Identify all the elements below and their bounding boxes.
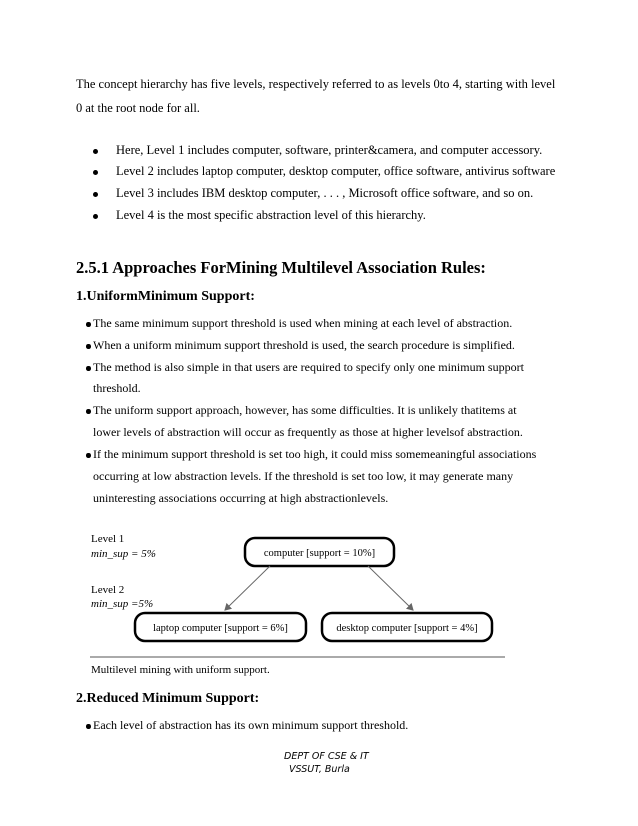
level2-min-sup: min_sup =5% xyxy=(91,598,154,610)
uniform-bullet-item: If the minimum support threshold is set too high, it could miss somemeaningful associations xyxy=(93,447,537,461)
uniform-bullet-item: The uniform support approach, however, has some difficulties. It is unlikely thatitems at xyxy=(93,403,517,417)
intro-line-1: The concept hierarchy has five levels, respectively referred to as levels 0to 4, starting with level xyxy=(76,77,556,91)
arrow-to-left-node xyxy=(225,566,270,610)
figure-caption: Multilevel mining with uniform support. xyxy=(91,664,270,676)
left-node-label: laptop computer [support = 6%] xyxy=(153,623,288,634)
reduced-bullet-item: Each level of abstraction has its own minimum support threshold. xyxy=(93,718,409,732)
reduced-heading: 2.Reduced Minimum Support: xyxy=(76,691,260,706)
uniform-bullet-item-cont: lower levels of abstraction will occur as frequently as those at higher levelsof abstraction. xyxy=(93,425,523,439)
uniform-heading: 1.UniformMinimum Support: xyxy=(76,289,255,304)
level-bullet-item: Level 4 is the most specific abstraction level of this hierarchy. xyxy=(116,208,426,222)
uniform-bullet-item: The same minimum support threshold is used when mining at each level of abstraction. xyxy=(93,316,513,330)
level-bullet-item: Level 2 includes laptop computer, desktop computer, office software, antivirus software xyxy=(116,164,556,178)
intro-line-2: 0 at the root node for all. xyxy=(76,101,200,115)
footer-dept: DEPT OF CSE & IT xyxy=(284,751,369,762)
level-bullet-item: Level 3 includes IBM desktop computer, . . . , Microsoft office software, and so on. xyxy=(116,186,534,200)
footer-institution: VSSUT, Burla xyxy=(289,764,350,775)
level2-label: Level 2 xyxy=(91,584,125,596)
right-node-label: desktop computer [support = 4%] xyxy=(336,623,478,634)
arrow-to-right-node xyxy=(368,566,413,610)
section-heading: 2.5.1 Approaches ForMining Multilevel Association Rules: xyxy=(76,258,486,277)
level-bullet-item: Here, Level 1 includes computer, software, printer&camera, and computer accessory. xyxy=(116,143,543,157)
uniform-bullet-item: When a uniform minimum support threshold is used, the search procedure is simplified. xyxy=(93,338,515,352)
bullet-dot xyxy=(86,724,91,729)
uniform-bullet-item-cont: occurring at low abstraction levels. If the threshold is set too low, it may generate many xyxy=(93,469,514,483)
top-node-label: computer [support = 10%] xyxy=(263,548,376,559)
level1-label: Level 1 xyxy=(91,533,125,545)
level1-min-sup: min_sup = 5% xyxy=(91,548,156,560)
uniform-bullet-item-cont: threshold. xyxy=(93,381,141,395)
uniform-bullet-item-cont: uninteresting associations occurring at high abstractionlevels. xyxy=(93,491,389,505)
uniform-bullet-item: The method is also simple in that users are required to specify only one minimum support xyxy=(93,360,524,374)
